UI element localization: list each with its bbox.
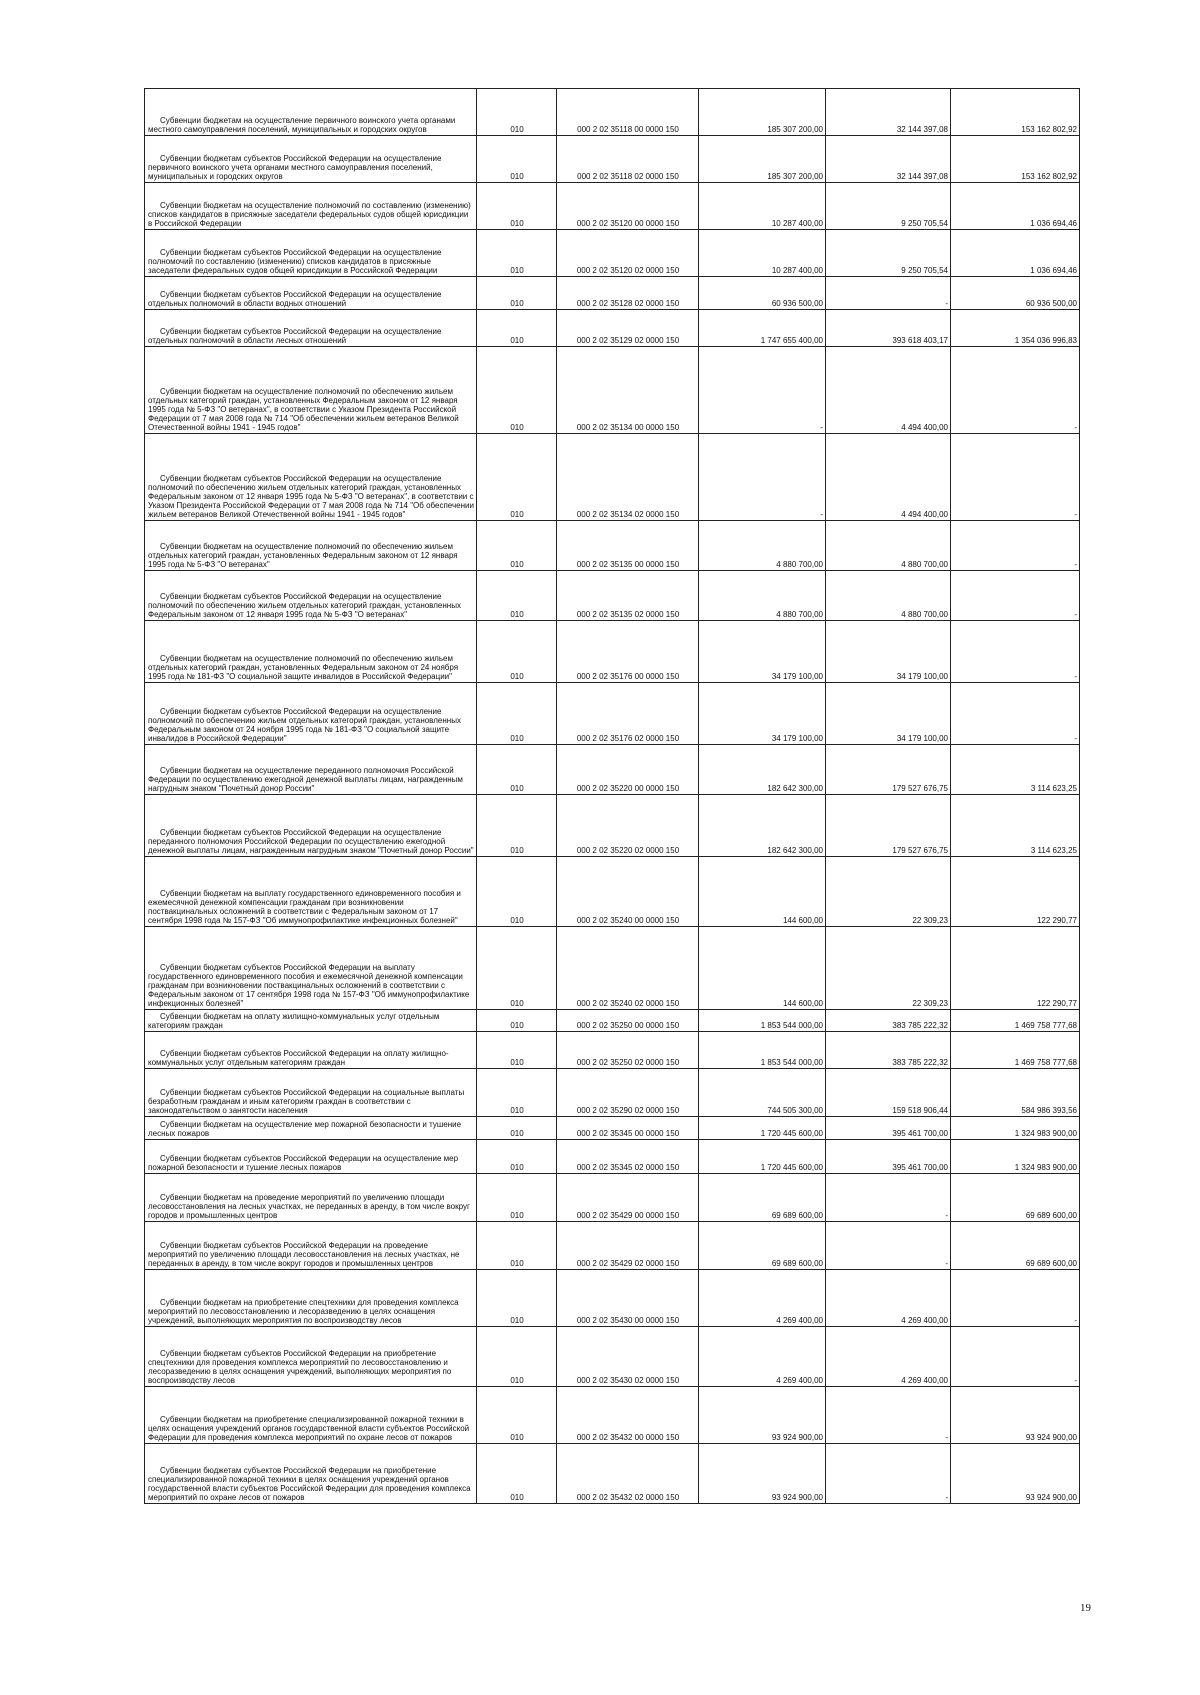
row-name-cell [145,927,477,1010]
row-name-text: Субвенции бюджетам субъектов Российской Федерации на осуществление первичного воинского учета органами местного самоуправления поселений, муниципальных и городских округов [148,154,442,181]
row-plan-cell: 182 642 300,00 [699,795,826,857]
row-fact-cell: - [826,1222,951,1270]
table-row [145,1270,1080,1327]
table-row [145,310,1080,347]
row-plan-cell: 4 880 700,00 [699,571,826,621]
table-row [145,1140,1080,1174]
table-row [145,136,1080,183]
row-plan-cell: - [699,347,826,434]
row-fact-cell: - [826,1174,951,1222]
row-fact-cell: 393 618 403,17 [826,310,951,347]
row-kbk-cell: 000 2 02 35345 00 0000 150 [557,1117,699,1140]
row-fact-cell: 9 250 705,54 [826,230,951,277]
row-name-text: Субвенции бюджетам субъектов Российской Федерации на осуществление полномочий по обеспечению жильем отдельных категорий граждан, установленных Федеральным законом от 12 января 1995 года № 5-ФЗ "О ветеранах" [148,592,461,619]
row-rest-cell: - [951,521,1080,571]
row-name-cell [145,1327,477,1387]
row-name-text: Субвенции бюджетам субъектов Российской Федерации на осуществление полномочий по обеспечению жильем отдельных категорий граждан, установленных Федеральным законом от 12 января 1995 года № 5-ФЗ "О ветеранах", в соответствии с Указом Президента Российской Федерации от 7 мая 2008 года № 714 "Об обеспечении жильем ветеранов Великой Отечественной войны 1941 - 1945 годов" [148,474,474,519]
row-rest-cell: 3 114 623,25 [951,745,1080,795]
table-row [145,683,1080,745]
row-name-cell [145,1140,477,1174]
row-name-cell [145,183,477,230]
row-name-cell [145,1117,477,1140]
row-plan-cell: 69 689 600,00 [699,1174,826,1222]
table-row [145,230,1080,277]
row-kbk-cell: 000 2 02 35345 02 0000 150 [557,1140,699,1174]
row-rest-cell: - [951,683,1080,745]
row-code-cell: 010 [477,183,557,230]
row-rest-cell: - [951,1270,1080,1327]
table-row [145,347,1080,434]
row-fact-cell: 4 269 400,00 [826,1270,951,1327]
row-code-cell: 010 [477,1444,557,1504]
table-row [145,745,1080,795]
row-code-cell: 010 [477,1010,557,1032]
row-name-text: Субвенции бюджетам субъектов Российской Федерации на осуществление отдельных полномочий в области водных отношений [148,290,442,308]
row-code-cell: 010 [477,1270,557,1327]
row-rest-cell: 93 924 900,00 [951,1444,1080,1504]
table-row [145,927,1080,1010]
table-row [145,1032,1080,1069]
row-name-text: Субвенции бюджетам на осуществление полномочий по обеспечению жильем отдельных категорий граждан, установленных Федеральным законом от 12 января 1995 года № 5-ФЗ "О ветеранах" [148,542,458,569]
row-fact-cell: 179 527 676,75 [826,745,951,795]
table-row [145,1117,1080,1140]
row-code-cell: 010 [477,1387,557,1444]
table-row [145,1222,1080,1270]
row-rest-cell: 153 162 802,92 [951,136,1080,183]
row-kbk-cell: 000 2 02 35220 02 0000 150 [557,795,699,857]
row-kbk-cell: 000 2 02 35430 00 0000 150 [557,1270,699,1327]
table-row [145,621,1080,683]
row-rest-cell: 69 689 600,00 [951,1174,1080,1222]
row-kbk-cell: 000 2 02 35120 00 0000 150 [557,183,699,230]
row-fact-cell: 34 179 100,00 [826,683,951,745]
row-rest-cell: 584 986 393,56 [951,1069,1080,1117]
row-name-text: Субвенции бюджетам субъектов Российской Федерации на приобретение специализированной пожарной техники в целях оснащения учреждений органов государственной власти субъектов Российской Федерации для проведения комплекса мероприятий по охране лесов от пожаров [148,1466,471,1502]
row-name-cell [145,1270,477,1327]
row-name-cell [145,621,477,683]
row-kbk-cell: 000 2 02 35135 02 0000 150 [557,571,699,621]
row-kbk-cell: 000 2 02 35118 02 0000 150 [557,136,699,183]
row-fact-cell: - [826,1444,951,1504]
row-name-text: Субвенции бюджетам на осуществление первичного воинского учета органами местного самоуправления поселений, муниципальных и городских округов [148,116,456,134]
row-rest-cell: 1 036 694,46 [951,183,1080,230]
row-code-cell: 010 [477,1222,557,1270]
table-row [145,1327,1080,1387]
row-kbk-cell: 000 2 02 35432 02 0000 150 [557,1444,699,1504]
row-name-text: Субвенции бюджетам на осуществление переданного полномочия Российской Федерации по осуществлению ежегодной денежной выплаты лицам, награжденным нагрудным знаком "Почетный донор России" [148,766,463,793]
row-name-cell [145,89,477,136]
row-kbk-cell: 000 2 02 35250 00 0000 150 [557,1010,699,1032]
row-kbk-cell: 000 2 02 35250 02 0000 150 [557,1032,699,1069]
row-plan-cell: 4 880 700,00 [699,521,826,571]
row-name-cell [145,347,477,434]
row-code-cell: 010 [477,927,557,1010]
row-kbk-cell: 000 2 02 35128 02 0000 150 [557,277,699,310]
row-fact-cell: 4 494 400,00 [826,347,951,434]
row-fact-cell: - [826,1387,951,1444]
table-row [145,1444,1080,1504]
row-kbk-cell: 000 2 02 35118 00 0000 150 [557,89,699,136]
row-name-cell [145,434,477,521]
row-code-cell: 010 [477,89,557,136]
table-row [145,183,1080,230]
row-name-text: Субвенции бюджетам на проведение мероприятий по увеличению площади лесовосстановления на лесных участках, не переданных в аренду, в том числе вокруг городов и промышленных центров [148,1193,470,1220]
row-rest-cell: - [951,621,1080,683]
row-rest-cell: 1 324 983 900,00 [951,1140,1080,1174]
row-kbk-cell: 000 2 02 35240 02 0000 150 [557,927,699,1010]
row-code-cell: 010 [477,310,557,347]
row-code-cell: 010 [477,795,557,857]
row-kbk-cell: 000 2 02 35134 02 0000 150 [557,434,699,521]
table-row [145,1010,1080,1032]
row-name-cell [145,1069,477,1117]
row-code-cell: 010 [477,1327,557,1387]
row-name-text: Субвенции бюджетам субъектов Российской Федерации на осуществление отдельных полномочий в области лесных отношений [148,327,442,345]
row-fact-cell: 22 309,23 [826,857,951,927]
row-rest-cell: 1 324 983 900,00 [951,1117,1080,1140]
row-plan-cell: 60 936 500,00 [699,277,826,310]
row-name-cell [145,795,477,857]
row-name-cell [145,571,477,621]
row-rest-cell: 60 936 500,00 [951,277,1080,310]
row-code-cell: 010 [477,1140,557,1174]
row-plan-cell: 93 924 900,00 [699,1444,826,1504]
row-plan-cell: 69 689 600,00 [699,1222,826,1270]
row-fact-cell: 32 144 397,08 [826,136,951,183]
table-row [145,89,1080,136]
row-name-text: Субвенции бюджетам на приобретение спецтехники для проведения комплекса мероприятий по лесовосстановлению и лесоразведению в целях оснащения учреждений, выполняющих мероприятия по воспроизводству лесов [148,1298,459,1325]
row-code-cell: 010 [477,1032,557,1069]
row-rest-cell: 1 469 758 777,68 [951,1010,1080,1032]
row-plan-cell: 185 307 200,00 [699,89,826,136]
row-code-cell: 010 [477,571,557,621]
table-body [145,89,1080,1504]
row-plan-cell: 1 747 655 400,00 [699,310,826,347]
row-rest-cell: 122 290,77 [951,857,1080,927]
row-kbk-cell: 000 2 02 35429 00 0000 150 [557,1174,699,1222]
row-rest-cell: 1 036 694,46 [951,230,1080,277]
row-fact-cell: 9 250 705,54 [826,183,951,230]
row-code-cell: 010 [477,1117,557,1140]
row-kbk-cell: 000 2 02 35240 00 0000 150 [557,857,699,927]
row-name-text: Субвенции бюджетам на приобретение специализированной пожарной техники в целях оснащения учреждений органов государственной власти субъектов Российской Федерации для проведения комплекса мероприятий по охране лесов от пожаров [148,1415,470,1442]
table-row [145,1069,1080,1117]
table-row [145,277,1080,310]
row-rest-cell: - [951,434,1080,521]
row-kbk-cell: 000 2 02 35134 00 0000 150 [557,347,699,434]
row-name-text: Субвенции бюджетам на осуществление полномочий по обеспечению жильем отдельных категорий граждан, установленных Федеральным законом от 12 января 1995 года № 5-ФЗ "О ветеранах", в соответствии с Указом Президента Российской Федерации от 7 мая 2008 года № 714 "Об обеспечении жильем ветеранов Великой Отечественной войны 1941 - 1945 годов" [148,387,459,432]
row-fact-cell: 4 880 700,00 [826,571,951,621]
table-row [145,571,1080,621]
page-number: 19 [1080,1602,1091,1614]
row-plan-cell: 185 307 200,00 [699,136,826,183]
row-plan-cell: 1 720 445 600,00 [699,1117,826,1140]
row-name-text: Субвенции бюджетам на выплату государственного единовременного пособия и ежемесячной денежной компенсации гражданам при возникновении поствакцинальных осложнений в соответствии с Федеральным законом от 17 сентября 1998 года № 157-ФЗ "Об иммунопрофилактике инфекционных болезней" [148,889,461,925]
row-fact-cell: 395 461 700,00 [826,1117,951,1140]
row-plan-cell: 4 269 400,00 [699,1327,826,1387]
row-code-cell: 010 [477,857,557,927]
table-row [145,1174,1080,1222]
row-name-text: Субвенции бюджетам субъектов Российской Федерации на социальные выплаты безработным гражданам и иным категориям граждан в соответствии с законодательством о занятости населения [148,1088,465,1115]
row-fact-cell: 395 461 700,00 [826,1140,951,1174]
row-name-cell [145,310,477,347]
row-name-cell [145,683,477,745]
row-plan-cell: 10 287 400,00 [699,230,826,277]
row-code-cell: 010 [477,434,557,521]
row-fact-cell: 383 785 222,32 [826,1010,951,1032]
row-kbk-cell: 000 2 02 35429 02 0000 150 [557,1222,699,1270]
row-name-text: Субвенции бюджетам субъектов Российской Федерации на проведение мероприятий по увеличению площади лесовосстановления на лесных участках, не переданных в аренду, в том числе вокруг городов и промышленных центров [148,1241,460,1268]
row-fact-cell: 4 269 400,00 [826,1327,951,1387]
row-plan-cell: 1 853 544 000,00 [699,1032,826,1069]
row-kbk-cell: 000 2 02 35176 00 0000 150 [557,621,699,683]
row-name-cell [145,1387,477,1444]
row-code-cell: 010 [477,1069,557,1117]
row-kbk-cell: 000 2 02 35220 00 0000 150 [557,745,699,795]
row-rest-cell: - [951,1327,1080,1387]
row-name-cell [145,521,477,571]
row-rest-cell: 153 162 802,92 [951,89,1080,136]
row-plan-cell: 93 924 900,00 [699,1387,826,1444]
row-name-cell [145,1174,477,1222]
row-name-cell [145,1444,477,1504]
row-plan-cell: 34 179 100,00 [699,621,826,683]
row-code-cell: 010 [477,521,557,571]
row-code-cell: 010 [477,230,557,277]
row-fact-cell: 383 785 222,32 [826,1032,951,1069]
row-plan-cell: 144 600,00 [699,857,826,927]
row-name-text: Субвенции бюджетам субъектов Российской Федерации на оплату жилищно-коммунальных услуг отдельным категориям граждан [148,1049,449,1067]
table-row [145,795,1080,857]
budget-report-sheet [144,88,1079,1504]
row-code-cell: 010 [477,683,557,745]
row-plan-cell: 10 287 400,00 [699,183,826,230]
row-name-text: Субвенции бюджетам на осуществление мер пожарной безопасности и тушение лесных пожаров [148,1120,462,1138]
row-name-text: Субвенции бюджетам на осуществление полномочий по составлению (изменению) списков кандидатов в присяжные заседатели федеральных судов общей юрисдикции в Российской Федерации [148,201,471,228]
row-plan-cell: 144 600,00 [699,927,826,1010]
row-name-cell [145,857,477,927]
row-rest-cell: 3 114 623,25 [951,795,1080,857]
row-plan-cell: 744 505 300,00 [699,1069,826,1117]
row-name-cell [145,277,477,310]
row-code-cell: 010 [477,745,557,795]
row-fact-cell: 22 309,23 [826,927,951,1010]
row-fact-cell: 34 179 100,00 [826,621,951,683]
table-row [145,1387,1080,1444]
row-name-cell [145,1222,477,1270]
row-kbk-cell: 000 2 02 35176 02 0000 150 [557,683,699,745]
row-name-text: Субвенции бюджетам субъектов Российской Федерации на осуществление переданного полномочия Российской Федерации по осуществлению ежегодной денежной выплаты лицам, награжденным нагрудным знаком "Почетный донор России" [148,828,474,855]
row-rest-cell: 1 354 036 996,83 [951,310,1080,347]
row-rest-cell: 122 290,77 [951,927,1080,1010]
row-code-cell: 010 [477,1174,557,1222]
table-row [145,857,1080,927]
row-name-cell [145,1010,477,1032]
row-name-text: Субвенции бюджетам на осуществление полномочий по обеспечению жильем отдельных категорий граждан, установленных Федеральным законом от 24 ноября 1995 года № 181-ФЗ "О социальной защите инвалидов в Российской Федерации" [148,654,459,681]
row-name-text: Субвенции бюджетам субъектов Российской Федерации на выплату государственного единовременного пособия и ежемесячной денежной компенсации гражданам при возникновении поствакцинальных осложнений в соответствии с Федеральным законом от 17 сентября 1998 года № 157-ФЗ "Об иммунопрофилактике инфекционных болезней" [148,963,470,1008]
row-name-text: Субвенции бюджетам субъектов Российской Федерации на осуществление полномочий по обеспечению жильем отдельных категорий граждан, установленных Федеральным законом от 24 ноября 1995 года № 181-ФЗ "О социальной защите инвалидов в Российской Федерации" [148,707,461,743]
budget-table [144,88,1080,1504]
row-fact-cell: 32 144 397,08 [826,89,951,136]
row-plan-cell: 4 269 400,00 [699,1270,826,1327]
row-plan-cell: 182 642 300,00 [699,745,826,795]
row-rest-cell: 93 924 900,00 [951,1387,1080,1444]
row-name-text: Субвенции бюджетам субъектов Российской Федерации на осуществление полномочий по составлению (изменению) списков кандидатов в присяжные заседатели федеральных судов общей юрисдикции в Российской Федерации [148,248,442,275]
row-rest-cell: 1 469 758 777,68 [951,1032,1080,1069]
row-fact-cell: 159 518 906,44 [826,1069,951,1117]
row-kbk-cell: 000 2 02 35430 02 0000 150 [557,1327,699,1387]
row-name-cell [145,745,477,795]
table-row [145,434,1080,521]
row-fact-cell: - [826,277,951,310]
row-name-text: Субвенции бюджетам на оплату жилищно-коммунальных услуг отдельным категориям граждан [148,1012,440,1030]
row-fact-cell: 4 880 700,00 [826,521,951,571]
row-name-cell [145,136,477,183]
row-code-cell: 010 [477,277,557,310]
table-row [145,521,1080,571]
row-name-text: Субвенции бюджетам субъектов Российской Федерации на осуществление мер пожарной безопасности и тушение лесных пожаров [148,1154,459,1172]
row-name-cell [145,230,477,277]
row-plan-cell: 1 720 445 600,00 [699,1140,826,1174]
row-fact-cell: 4 494 400,00 [826,434,951,521]
row-name-cell [145,1032,477,1069]
row-rest-cell: 69 689 600,00 [951,1222,1080,1270]
row-kbk-cell: 000 2 02 35432 00 0000 150 [557,1387,699,1444]
row-rest-cell: - [951,571,1080,621]
row-code-cell: 010 [477,621,557,683]
row-rest-cell: - [951,347,1080,434]
row-code-cell: 010 [477,347,557,434]
row-plan-cell: - [699,434,826,521]
row-plan-cell: 1 853 544 000,00 [699,1010,826,1032]
row-plan-cell: 34 179 100,00 [699,683,826,745]
row-kbk-cell: 000 2 02 35129 02 0000 150 [557,310,699,347]
row-name-text: Субвенции бюджетам субъектов Российской Федерации на приобретение спецтехники для проведения комплекса мероприятий по лесовосстановлению и лесоразведению в целях оснащения учреждений, выполняющих мероприятия по воспроизводству лесов [148,1349,452,1385]
row-kbk-cell: 000 2 02 35135 00 0000 150 [557,521,699,571]
row-code-cell: 010 [477,136,557,183]
row-kbk-cell: 000 2 02 35290 02 0000 150 [557,1069,699,1117]
row-kbk-cell: 000 2 02 35120 02 0000 150 [557,230,699,277]
row-fact-cell: 179 527 676,75 [826,795,951,857]
